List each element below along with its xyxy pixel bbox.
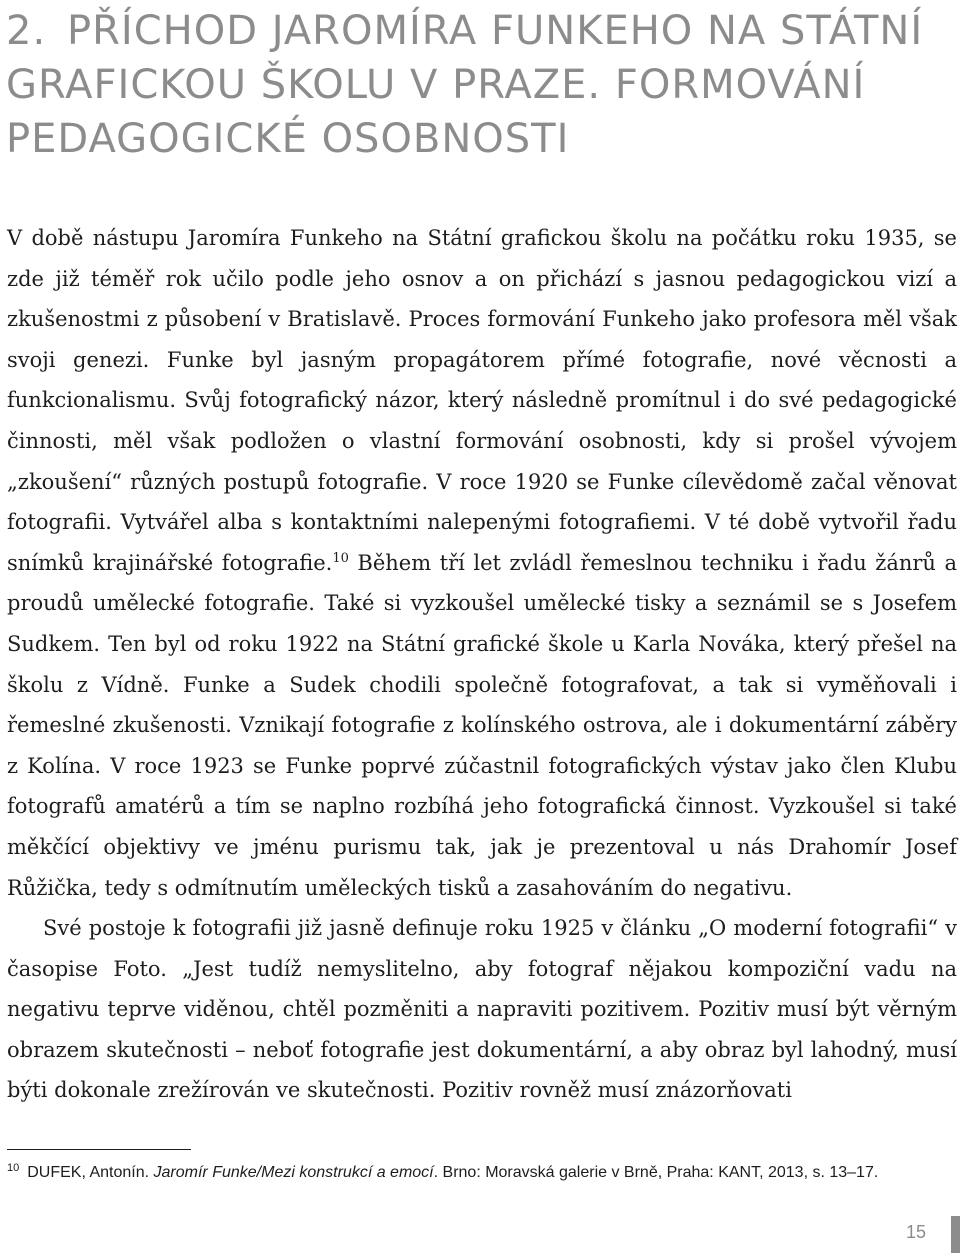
footnote-author: DUFEK, Antonín.	[27, 1164, 154, 1181]
paragraph-2: Své postoje k fotografii již jasně definuje roku 1925 v článku „O moderní fotografii“ v časopise Foto. „Jest tudíž nemyslitelno, aby fotograf nějakou kompoziční vadu na negativu teprve viděnou, chtěl pozměniti a napraviti pozitivem. Pozitiv musí být věrným obrazem skutečnosti – neboť fotografie jest dokumentární, a aby obraz byl lahodný, musí býti dokonale zrežírován ve skutečnosti. Pozitiv rovněž musí znázorňovati	[7, 916, 957, 1103]
footnote-reference[interactable]: 10	[332, 550, 349, 566]
page-number: 15	[906, 1222, 927, 1242]
chapter-heading	[6, 4, 956, 166]
body-text	[7, 218, 957, 1111]
footnote-mark: 10	[7, 1161, 20, 1174]
paragraph-1-text-a: V době nástupu Jaromíra Funkeho na Státní grafickou školu na počátku roku 1935, se zde již téměř rok učilo podle jeho osnov a on přichází s jasnou pedagogickou vizí a zkušenostmi z působení v Bratislavě. Proces formování Funkeho jako profesora měl však svoji genezi. Funke byl jasným propagátorem přímé fotografie, nové věcnosti a funkcionalismu. Svůj fotografický názor, který následně promítnul i do své pedagogické činnosti, měl však podložen o vlastní formování osobnosti, kdy si prošel vývojem „zkoušení“ různých postupů fotografie. V roce 1920 se Funke cílevědomě začal věnovat fotografii. Vytvářel alba s kontaktními nalepenými fotografiemi. V té době vytvořil řadu snímků krajinářské fotografie.	[7, 226, 957, 575]
footnote-title: Jaromír Funke/Mezi konstrukcí a emocí	[153, 1164, 434, 1181]
footnote-publication: . Brno: Moravská galerie v Brně, Praha: KANT, 2013, s. 13–17.	[433, 1164, 879, 1181]
paragraph-1-text-b: Během tří let zvládl řemeslnou techniku i řadu žánrů a proudů umělecké fotografie. Také si vyzkoušel umělecké tisky a seznámil se s Josefem Sudkem. Ten byl od roku 1922 na Státní grafické škole u Karla Nováka, který přešel na školu z Vídně. Funke a Sudek chodili společně fotografovat, a tak si vyměňovali i řemeslné zkušenosti. Vznikají fotografie z kolínského ostrova, ale i dokumentární záběry z Kolína. V roce 1923 se Funke poprvé zúčastnil fotografických výstav jako člen Klubu fotografů amatérů a tím se naplno rozbíhá jeho fotografická činnost. Vyzkoušel si také měkčící objektivy ve jménu purismu tak, jak je prezentoval u nás Drahomír Josef Růžička, tedy s odmítnutím uměleckých tisků a zasahováním do negativu.	[7, 550, 957, 900]
chapter-number: 2.	[6, 8, 47, 54]
chapter-title: PŘÍCHOD JAROMÍRA FUNKEHO NA STÁTNÍ GRAFICKOU ŠKOLU V PRAZE. FORMOVÁNÍ PEDAGOGICKÉ OSOBNOSTI	[6, 8, 924, 162]
footnote	[7, 1162, 957, 1184]
footnote-divider	[7, 1149, 191, 1150]
paragraph-1	[7, 218, 957, 908]
page-edge-marker	[951, 1216, 960, 1253]
